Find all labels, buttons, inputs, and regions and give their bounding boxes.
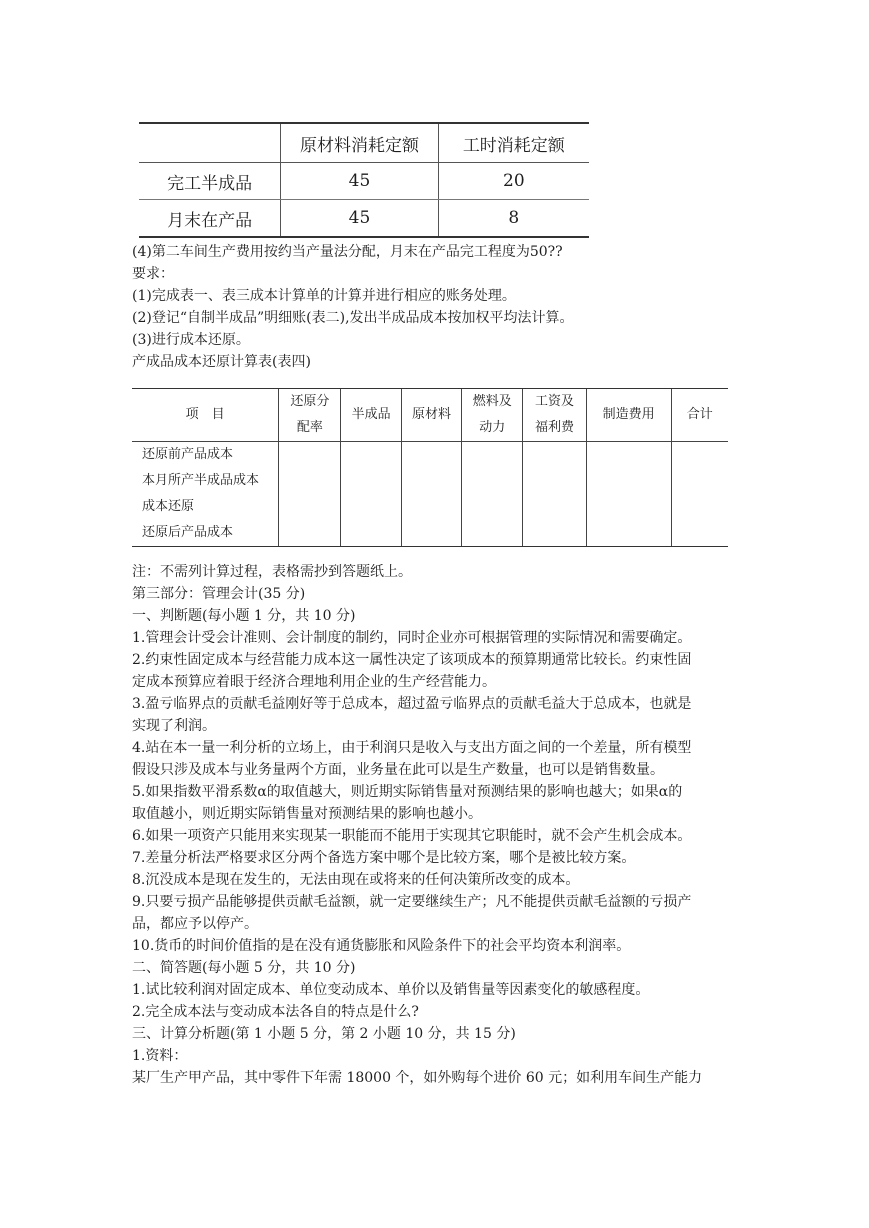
table-header-cell bbox=[462, 389, 523, 442]
text-line: 三、计算分析题(第 1 小题 5 分，第 2 小题 10 分，共 15 分) bbox=[132, 1026, 516, 1042]
text-line: 第三部分：管理会计(35 分) bbox=[132, 586, 306, 602]
row-label: 本月所产半成品成本 bbox=[142, 473, 260, 488]
table-row bbox=[139, 200, 589, 238]
row-label: 还原后产品成本 bbox=[142, 525, 234, 540]
table-header-cell bbox=[671, 389, 728, 442]
table-header-cell bbox=[341, 389, 401, 442]
text-line: 1.管理会计受会计准则、会计制度的制约，同时企业亦可根据管理的实际情况和需要确定。 bbox=[132, 630, 692, 646]
row-labels-cell bbox=[132, 442, 279, 547]
table-header-cell bbox=[139, 123, 281, 163]
row-label: 还原前产品成本 bbox=[142, 447, 234, 462]
text-line: 5.如果指数平滑系数α的取值越大，则近期实际销售量对预测结果的影响也越大；如果α的 bbox=[132, 784, 683, 800]
empty-cell bbox=[401, 442, 461, 547]
text-line: (1)完成表一、表三成本计算单的计算并进行相应的账务处理。 bbox=[132, 288, 516, 304]
table-header-cell bbox=[586, 389, 671, 442]
cost-restoration-table bbox=[132, 388, 728, 547]
row-label: 成本还原 bbox=[142, 499, 195, 514]
text-line: 品，都应予以停产。 bbox=[132, 916, 258, 932]
text-line: 二、简答题(每小题 5 分，共 10 分) bbox=[132, 960, 356, 976]
consumption-quota-table bbox=[139, 122, 589, 238]
text-line: 9.只要亏损产品能够提供贡献毛益额，就一定要继续生产；凡不能提供贡献毛益额的亏损产 bbox=[132, 894, 692, 910]
requirements-text-block bbox=[132, 241, 742, 373]
text-line: 定成本预算应着眼于经济合理地利用企业的生产经营能力。 bbox=[132, 674, 496, 690]
header-text-line1: 燃料及 bbox=[472, 394, 512, 409]
header-text: 项 目 bbox=[185, 407, 225, 422]
table-header-cell: 原材料消耗定额 bbox=[281, 123, 438, 163]
text-line: 3.盈亏临界点的贡献毛益刚好等于总成本，超过盈亏临界点的贡献毛益大于总成本，也就是 bbox=[132, 696, 692, 712]
table-cell: 45 bbox=[281, 163, 438, 200]
text-line: 实现了利润。 bbox=[132, 718, 216, 734]
header-text-line2: 福利费 bbox=[535, 420, 575, 435]
text-line: 产成品成本还原计算表(表四) bbox=[132, 354, 311, 370]
table-cell: 45 bbox=[281, 200, 438, 238]
text-line: 注：不需列计算过程，表格需抄到答题纸上。 bbox=[132, 564, 412, 580]
text-line: 8.沉没成本是现在发生的，无法由现在或将来的任何决策所改变的成本。 bbox=[132, 872, 580, 888]
text-line: 7.差量分析法严格要求区分两个备选方案中哪个是比较方案，哪个是被比较方案。 bbox=[132, 850, 636, 866]
header-text: 制造费用 bbox=[602, 407, 655, 422]
table-cell: 8 bbox=[438, 200, 589, 238]
text-line: 某厂生产甲产品，其中零件下年需 18000 个，如外购每个进价 60 元；如利用车间生产能力 bbox=[132, 1070, 703, 1086]
text-line: 一、判断题(每小题 1 分，共 10 分) bbox=[132, 608, 356, 624]
text-line: 4.站在本一量一利分析的立场上，由于利润只是收入与支出方面之间的一个差量，所有模型 bbox=[132, 740, 692, 756]
table-header-cell bbox=[523, 389, 586, 442]
management-accounting-text-block bbox=[132, 561, 742, 1089]
header-text-line1: 工资及 bbox=[535, 394, 575, 409]
text-line: 2.约束性固定成本与经营能力成本这一属性决定了该项成本的预算期通常比较长。约束性固 bbox=[132, 652, 692, 668]
table-cell: 20 bbox=[438, 163, 589, 200]
header-text: 原材料 bbox=[411, 407, 451, 422]
empty-cell bbox=[523, 442, 586, 547]
header-text-line1: 还原分 bbox=[290, 394, 330, 409]
empty-cell bbox=[462, 442, 523, 547]
empty-cell bbox=[671, 442, 728, 547]
empty-cell bbox=[341, 442, 401, 547]
text-line: 假设只涉及成本与业务量两个方面，业务量在此可以是生产数量，也可以是销售数量。 bbox=[132, 762, 664, 778]
text-line: 10.货币的时间价值指的是在没有通货膨胀和风险条件下的社会平均资本利润率。 bbox=[132, 938, 631, 954]
text-line: (4)第二车间生产费用按约当产量法分配，月末在产品完工程度为50?? bbox=[132, 244, 563, 260]
text-line: 要求： bbox=[132, 266, 174, 282]
table-body-row bbox=[132, 442, 728, 547]
header-text-line2: 配率 bbox=[296, 420, 323, 435]
text-line: (2)登记“自制半成品”明细账(表二),发出半成品成本按加权平均法计算。 bbox=[132, 310, 574, 326]
text-line: 6.如果一项资产只能用来实现某一职能而不能用于实现其它职能时，就不会产生机会成本。 bbox=[132, 828, 692, 844]
table-row bbox=[139, 163, 589, 200]
header-text-line2: 动力 bbox=[479, 420, 506, 435]
text-line: (3)进行成本还原。 bbox=[132, 332, 250, 348]
text-line: 1.试比较利润对固定成本、单位变动成本、单价以及销售量等因素变化的敏感程度。 bbox=[132, 982, 650, 998]
table-header-cell bbox=[401, 389, 461, 442]
table-header-cell bbox=[279, 389, 341, 442]
text-line: 2.完全成本法与变动成本法各自的特点是什么? bbox=[132, 1004, 419, 1020]
text-line: 取值越小，则近期实际销售量对预测结果的影响也越小。 bbox=[132, 806, 482, 822]
table-header-cell: 工时消耗定额 bbox=[438, 123, 589, 163]
header-text: 合计 bbox=[686, 407, 713, 422]
header-text: 半成品 bbox=[351, 407, 391, 422]
text-line: 1.资料： bbox=[132, 1048, 188, 1064]
empty-cell bbox=[586, 442, 671, 547]
table-header-row bbox=[139, 123, 589, 163]
table-header-cell bbox=[132, 389, 279, 442]
table-cell: 完工半成品 bbox=[139, 163, 281, 200]
table-cell: 月末在产品 bbox=[139, 200, 281, 238]
table-header-row bbox=[132, 389, 728, 442]
empty-cell bbox=[279, 442, 341, 547]
